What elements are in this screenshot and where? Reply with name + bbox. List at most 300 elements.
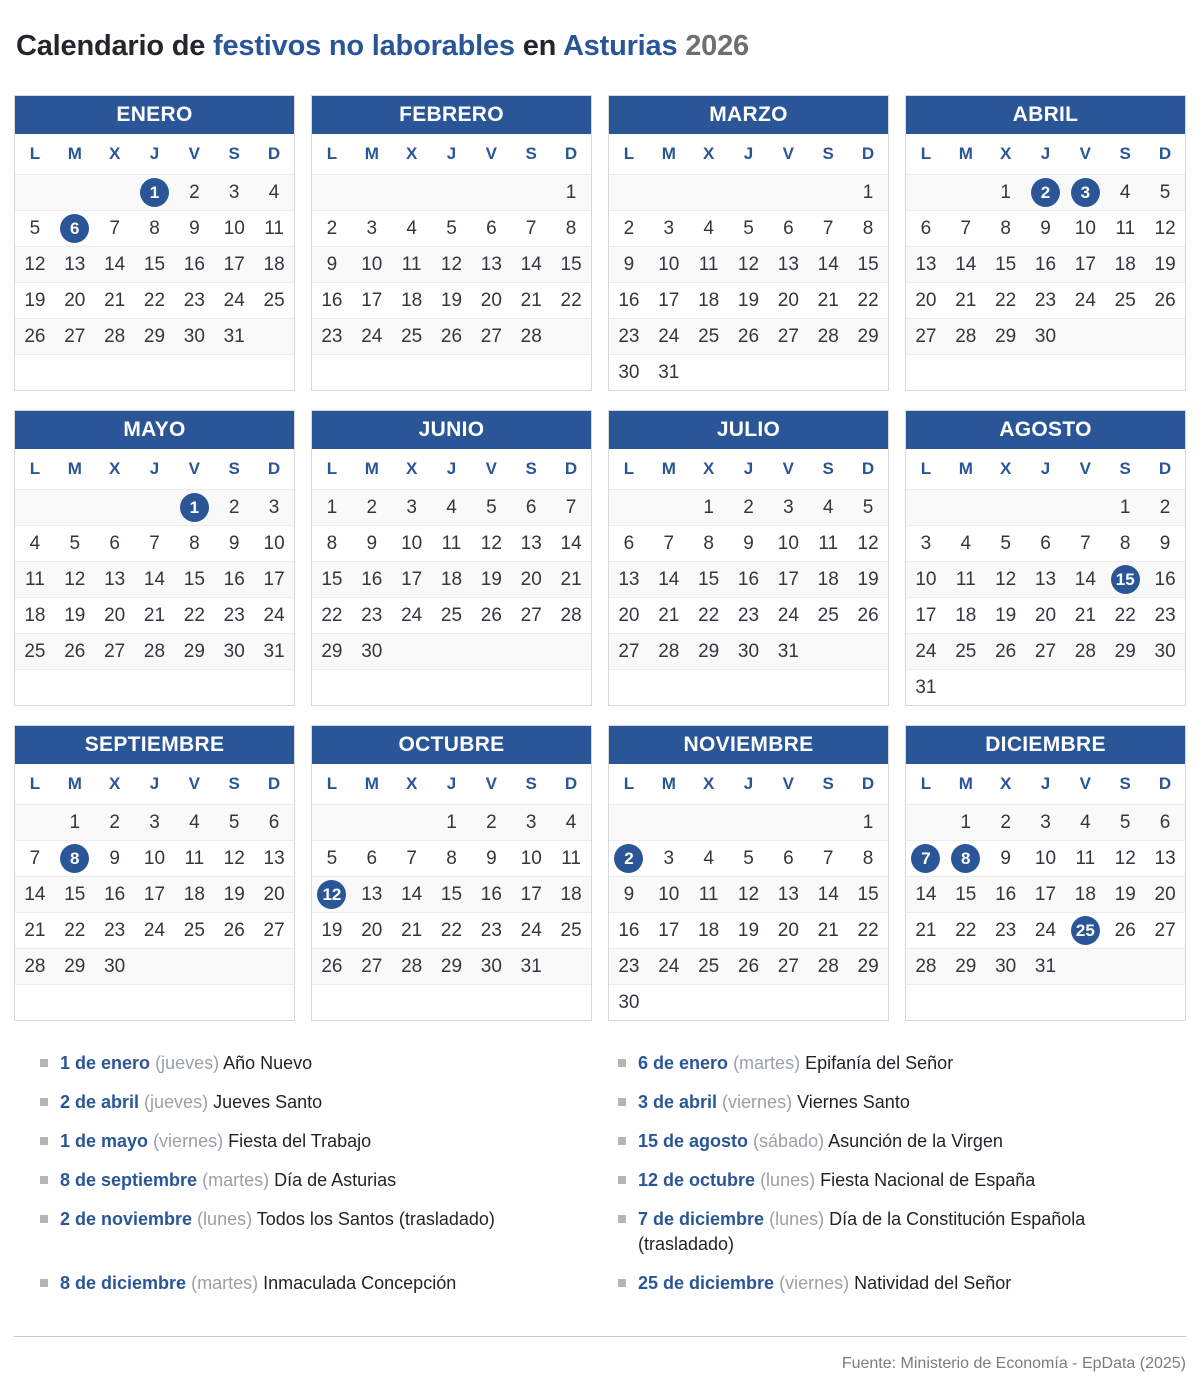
bullet-square-icon	[40, 1059, 48, 1067]
legend-weekday: (viernes)	[722, 1092, 793, 1112]
day-cell: 1	[326, 496, 338, 518]
day-cell: 27	[64, 325, 86, 347]
day-cell: 13	[263, 847, 285, 869]
legend-weekday: (jueves)	[144, 1092, 209, 1112]
day-cell: 16	[1034, 253, 1057, 275]
day-cell: 17	[915, 604, 937, 626]
month-header: MAYO	[15, 411, 294, 449]
day-cell: 29	[64, 955, 86, 977]
day-cell: 8	[446, 847, 457, 869]
weekday-label: X	[702, 144, 715, 163]
day-cell: 16	[618, 919, 640, 941]
day-cell: 22	[440, 919, 463, 941]
day-cell: 28	[1074, 640, 1096, 662]
day-cell: 13	[1034, 568, 1057, 590]
day-cell: 5	[29, 217, 41, 239]
day-cell: 15	[440, 883, 463, 905]
day-cell: 25	[817, 604, 839, 626]
week-row	[312, 318, 591, 354]
day-cell: 16	[223, 568, 245, 590]
day-cell: 2	[486, 811, 497, 833]
week-row	[312, 561, 591, 597]
day-cell: 13	[480, 253, 502, 275]
day-cell: 10	[263, 532, 285, 554]
day-cell: 23	[995, 919, 1017, 941]
day-cell: 27	[1034, 640, 1057, 662]
weekday-label: V	[188, 459, 201, 478]
month-calendar-octubre	[311, 725, 592, 1021]
weekday-label: L	[920, 144, 932, 163]
day-cell: 2	[1159, 496, 1171, 518]
day-cell: 7	[29, 847, 41, 869]
week-row	[609, 210, 888, 246]
day-cell: 2	[326, 217, 338, 239]
week-row	[15, 984, 294, 1020]
day-cell: 16	[104, 883, 126, 905]
day-cell: 28	[520, 325, 542, 347]
month-calendar-febrero	[311, 95, 592, 391]
day-cell: 27	[104, 640, 126, 662]
day-cell: 8	[326, 532, 338, 554]
week-row	[15, 948, 294, 984]
month-header: AGOSTO	[906, 411, 1185, 449]
weekday-label: S	[228, 774, 240, 793]
day-cell: 18	[1074, 883, 1096, 905]
weekday-label: S	[822, 144, 834, 163]
day-cell: 30	[183, 325, 205, 347]
weekday-header-row	[609, 134, 888, 174]
weekday-label: V	[1079, 144, 1092, 163]
week-row	[906, 246, 1185, 282]
weekday-label: V	[485, 144, 498, 163]
day-cell: 9	[623, 253, 635, 275]
day-cell: 29	[995, 325, 1017, 347]
day-cell: 18	[24, 604, 46, 626]
day-cell: 13	[104, 568, 126, 590]
day-cell: 16	[480, 883, 502, 905]
legend-holiday-name: Día de Asturias	[274, 1170, 397, 1190]
week-row	[312, 354, 591, 390]
day-cell: 27	[480, 325, 502, 347]
week-row	[609, 174, 888, 210]
legend-date: 2 de noviembre	[60, 1209, 193, 1229]
day-cell: 18	[401, 289, 423, 311]
week-row	[906, 489, 1185, 525]
weekday-label: S	[1119, 144, 1131, 163]
day-cell: 28	[658, 640, 680, 662]
day-cell: 8	[565, 217, 577, 239]
day-cell: 16	[1154, 568, 1176, 590]
legend-weekday: (martes)	[733, 1053, 801, 1073]
weekday-label: S	[822, 774, 834, 793]
day-cell: 19	[480, 568, 502, 590]
week-row	[906, 840, 1185, 876]
day-cell: 15	[321, 568, 343, 590]
day-cell: 24	[658, 955, 680, 977]
week-row	[15, 669, 294, 705]
week-row	[312, 597, 591, 633]
day-cell: 5	[1119, 811, 1131, 833]
day-cell: 17	[1074, 253, 1096, 275]
day-cell: 15	[560, 253, 582, 275]
week-row	[906, 210, 1185, 246]
day-cell: 25	[698, 955, 720, 977]
day-cell: 10	[1074, 217, 1096, 239]
day-cell: 16	[321, 289, 343, 311]
weekday-label: V	[188, 774, 201, 793]
legend-date: 12 de octubre	[638, 1170, 756, 1190]
week-row	[609, 561, 888, 597]
day-cell: 23	[223, 604, 245, 626]
week-row	[312, 876, 591, 912]
day-cell: 28	[143, 640, 166, 662]
day-cell: 22	[143, 289, 166, 311]
week-row	[906, 174, 1185, 210]
day-cell: 29	[321, 640, 343, 662]
bullet-square-icon	[40, 1137, 48, 1145]
weekday-label: S	[525, 144, 537, 163]
weekday-label: X	[702, 774, 715, 793]
day-cell: 23	[1034, 289, 1057, 311]
day-cell: 30	[995, 955, 1017, 977]
day-cell: 8	[149, 217, 160, 239]
day-cell: 20	[64, 289, 86, 311]
day-cell: 29	[857, 955, 879, 977]
day-cell: 17	[658, 919, 680, 941]
day-cell: 8	[1119, 532, 1131, 554]
day-cell: 19	[737, 919, 760, 941]
week-row	[312, 282, 591, 318]
month-calendar-noviembre	[608, 725, 889, 1021]
day-cell: 7	[960, 217, 972, 239]
legend-text	[638, 1207, 1186, 1257]
day-cell: 23	[618, 955, 640, 977]
weekday-header-row	[15, 449, 294, 489]
day-cell: 1	[446, 811, 457, 833]
day-cell: 3	[366, 217, 378, 239]
day-cell: 10	[520, 847, 542, 869]
month-header: SEPTIEMBRE	[15, 726, 294, 764]
day-cell: 20	[777, 289, 799, 311]
week-row	[15, 561, 294, 597]
day-cell: 12	[440, 253, 463, 275]
day-cell: 28	[560, 604, 582, 626]
day-cell: 31	[223, 325, 245, 347]
day-cell: 22	[995, 289, 1017, 311]
week-row	[609, 804, 888, 840]
legend-holiday-name: Natividad del Señor	[854, 1273, 1012, 1293]
weekday-header-row	[312, 449, 591, 489]
legend-text	[638, 1271, 1011, 1296]
day-cell: 10	[915, 568, 937, 590]
day-cell: 2	[1000, 811, 1011, 833]
day-cell: 13	[915, 253, 937, 275]
title-year: 2026	[677, 30, 749, 62]
week-row	[906, 876, 1185, 912]
weekday-label: M	[661, 144, 676, 163]
day-cell: 10	[1034, 847, 1057, 869]
legend-item	[618, 1168, 1186, 1193]
weekday-label: V	[188, 144, 201, 163]
weekday-label: D	[564, 774, 578, 793]
weekday-label: D	[267, 459, 281, 478]
week-row	[312, 840, 591, 876]
month-header: MARZO	[609, 96, 888, 134]
day-cell: 25	[1114, 289, 1136, 311]
day-cell: 2	[623, 217, 635, 239]
day-cell	[614, 844, 643, 873]
week-row	[609, 282, 888, 318]
day-cell: 17	[1034, 883, 1057, 905]
day-cell: 8	[862, 217, 874, 239]
weekday-label: J	[1040, 459, 1051, 478]
legend-item	[618, 1090, 1186, 1115]
day-cell	[60, 844, 89, 873]
day-cell: 12	[995, 568, 1017, 590]
day-cell: 30	[618, 361, 640, 383]
day-cell: 11	[401, 253, 422, 275]
weekday-label: J	[743, 144, 754, 163]
day-cell: 4	[703, 847, 714, 869]
day-cell: 16	[361, 568, 383, 590]
legend-date: 7 de diciembre	[638, 1209, 765, 1229]
weekday-label: X	[999, 774, 1012, 793]
legend-holiday-name: Fiesta Nacional de España	[820, 1170, 1036, 1190]
day-cell: 7	[822, 847, 834, 869]
title-middle: en	[514, 30, 563, 62]
month-calendar-septiembre	[14, 725, 295, 1021]
holiday-day: 15	[1111, 565, 1140, 594]
day-cell: 29	[955, 955, 977, 977]
day-cell: 25	[401, 325, 423, 347]
day-cell: 1	[69, 811, 81, 833]
day-cell: 7	[406, 847, 417, 869]
legend-holiday-name: Inmaculada Concepción	[263, 1273, 457, 1293]
day-cell: 26	[737, 955, 760, 977]
day-cell: 3	[1040, 811, 1051, 833]
week-row	[906, 354, 1185, 390]
day-cell: 22	[560, 289, 582, 311]
day-cell: 5	[1000, 532, 1011, 554]
day-cell: 20	[104, 604, 126, 626]
day-cell: 30	[737, 640, 760, 662]
legend-item	[618, 1207, 1186, 1257]
day-cell: 3	[525, 811, 537, 833]
day-cell: 24	[915, 640, 937, 662]
day-cell: 24	[361, 325, 383, 347]
day-cell: 20	[777, 919, 799, 941]
weekday-label: M	[958, 144, 973, 163]
day-cell: 8	[703, 532, 714, 554]
day-cell: 2	[228, 496, 240, 518]
day-cell: 11	[818, 532, 839, 554]
weekday-header-row	[609, 764, 888, 804]
day-cell: 25	[955, 640, 977, 662]
month-header: ENERO	[15, 96, 294, 134]
day-cell: 28	[955, 325, 977, 347]
day-cell: 24	[658, 325, 680, 347]
week-row	[312, 525, 591, 561]
legend-weekday: (sábado)	[753, 1131, 825, 1151]
day-cell: 19	[64, 604, 86, 626]
legend-text	[638, 1051, 953, 1076]
weekday-label: S	[822, 459, 834, 478]
week-row	[906, 912, 1185, 948]
day-cell: 24	[223, 289, 245, 311]
week-row	[15, 489, 294, 525]
legend-weekday: (martes)	[191, 1273, 259, 1293]
day-cell: 18	[1114, 253, 1136, 275]
day-cell: 7	[1080, 532, 1091, 554]
day-cell: 17	[520, 883, 542, 905]
legend-weekday: (lunes)	[197, 1209, 253, 1229]
weekday-label: D	[1158, 459, 1172, 478]
day-cell: 13	[777, 883, 799, 905]
day-cell: 30	[223, 640, 245, 662]
day-cell: 7	[525, 217, 537, 239]
day-cell: 19	[321, 919, 343, 941]
day-cell: 29	[698, 640, 720, 662]
day-cell: 31	[263, 640, 285, 662]
day-cell: 31	[777, 640, 799, 662]
day-cell: 23	[321, 325, 343, 347]
weekday-label: L	[29, 144, 41, 163]
day-cell: 9	[1040, 217, 1051, 239]
week-row	[312, 948, 591, 984]
day-cell: 6	[783, 847, 794, 869]
day-cell: 1	[1119, 496, 1131, 518]
day-cell: 15	[857, 883, 879, 905]
day-cell: 14	[560, 532, 582, 554]
day-cell: 26	[321, 955, 343, 977]
day-cell: 25	[560, 919, 582, 941]
day-cell: 11	[955, 568, 976, 590]
day-cell: 27	[520, 604, 542, 626]
day-cell: 14	[401, 883, 423, 905]
day-cell: 23	[480, 919, 502, 941]
day-cell: 20	[915, 289, 937, 311]
weekday-label: M	[67, 774, 82, 793]
week-row	[609, 318, 888, 354]
weekday-header-row	[906, 449, 1185, 489]
day-cell: 13	[1154, 847, 1176, 869]
day-cell: 6	[1159, 811, 1171, 833]
bullet-square-icon	[40, 1215, 48, 1223]
day-cell: 29	[183, 640, 205, 662]
day-cell: 6	[920, 217, 932, 239]
day-cell: 28	[401, 955, 423, 977]
legend-item	[40, 1090, 600, 1115]
week-row	[15, 354, 294, 390]
day-cell: 7	[565, 496, 577, 518]
week-row	[15, 633, 294, 669]
weekday-label: X	[999, 459, 1012, 478]
day-cell: 21	[817, 289, 839, 311]
weekday-label: J	[149, 144, 160, 163]
weekday-label: M	[661, 459, 676, 478]
day-cell: 17	[263, 568, 285, 590]
day-cell: 6	[1040, 532, 1051, 554]
weekday-header-row	[312, 134, 591, 174]
day-cell: 28	[24, 955, 46, 977]
legend-date: 6 de enero	[638, 1053, 729, 1073]
day-cell: 21	[915, 919, 937, 941]
weekday-header-row	[15, 764, 294, 804]
day-cell: 18	[698, 289, 720, 311]
week-row	[609, 876, 888, 912]
day-cell: 22	[698, 604, 720, 626]
day-cell: 18	[955, 604, 977, 626]
day-cell: 20	[263, 883, 285, 905]
day-cell: 22	[183, 604, 205, 626]
week-row	[906, 597, 1185, 633]
legend-holiday-name: Epifanía del Señor	[805, 1053, 954, 1073]
day-cell: 12	[24, 253, 46, 275]
day-cell: 21	[401, 919, 423, 941]
day-cell: 6	[525, 496, 537, 518]
weekday-label: L	[920, 459, 932, 478]
week-row	[609, 525, 888, 561]
day-cell: 23	[737, 604, 760, 626]
day-cell: 16	[995, 883, 1017, 905]
day-cell: 12	[223, 847, 245, 869]
day-cell: 3	[663, 847, 675, 869]
legend-item	[40, 1271, 600, 1296]
day-cell: 3	[149, 811, 160, 833]
month-header: NOVIEMBRE	[609, 726, 888, 764]
weekday-label: L	[623, 459, 635, 478]
day-cell: 10	[401, 532, 423, 554]
day-cell: 8	[189, 532, 200, 554]
day-cell: 24	[520, 919, 542, 941]
week-row	[312, 246, 591, 282]
day-cell: 5	[743, 217, 754, 239]
day-cell: 21	[560, 568, 582, 590]
day-cell: 9	[623, 883, 635, 905]
week-row	[15, 840, 294, 876]
day-cell: 26	[1114, 919, 1136, 941]
day-cell: 30	[480, 955, 502, 977]
week-row	[312, 912, 591, 948]
day-cell: 20	[480, 289, 502, 311]
week-row	[609, 597, 888, 633]
month-calendar-julio	[608, 410, 889, 706]
day-cell: 9	[1000, 847, 1011, 869]
day-cell	[951, 844, 980, 873]
weekday-label: L	[326, 144, 338, 163]
day-cell: 13	[618, 568, 640, 590]
day-cell: 9	[743, 532, 754, 554]
holiday-day: 6	[60, 214, 89, 243]
day-cell: 3	[663, 217, 675, 239]
holiday-day: 7	[911, 844, 940, 873]
day-cell: 5	[446, 217, 457, 239]
day-cell: 15	[143, 253, 166, 275]
weekday-label: J	[446, 459, 457, 478]
holiday-day: 3	[1071, 178, 1100, 207]
bullet-square-icon	[618, 1215, 626, 1223]
day-cell	[1111, 565, 1140, 594]
day-cell: 21	[817, 919, 839, 941]
weekday-label: D	[267, 144, 281, 163]
day-cell: 4	[703, 217, 714, 239]
legend-holiday-name: Todos los Santos (trasladado)	[256, 1209, 495, 1229]
day-cell: 14	[955, 253, 977, 275]
day-cell: 18	[183, 883, 205, 905]
day-cell: 15	[64, 883, 86, 905]
day-cell: 21	[143, 604, 166, 626]
day-cell: 21	[24, 919, 46, 941]
